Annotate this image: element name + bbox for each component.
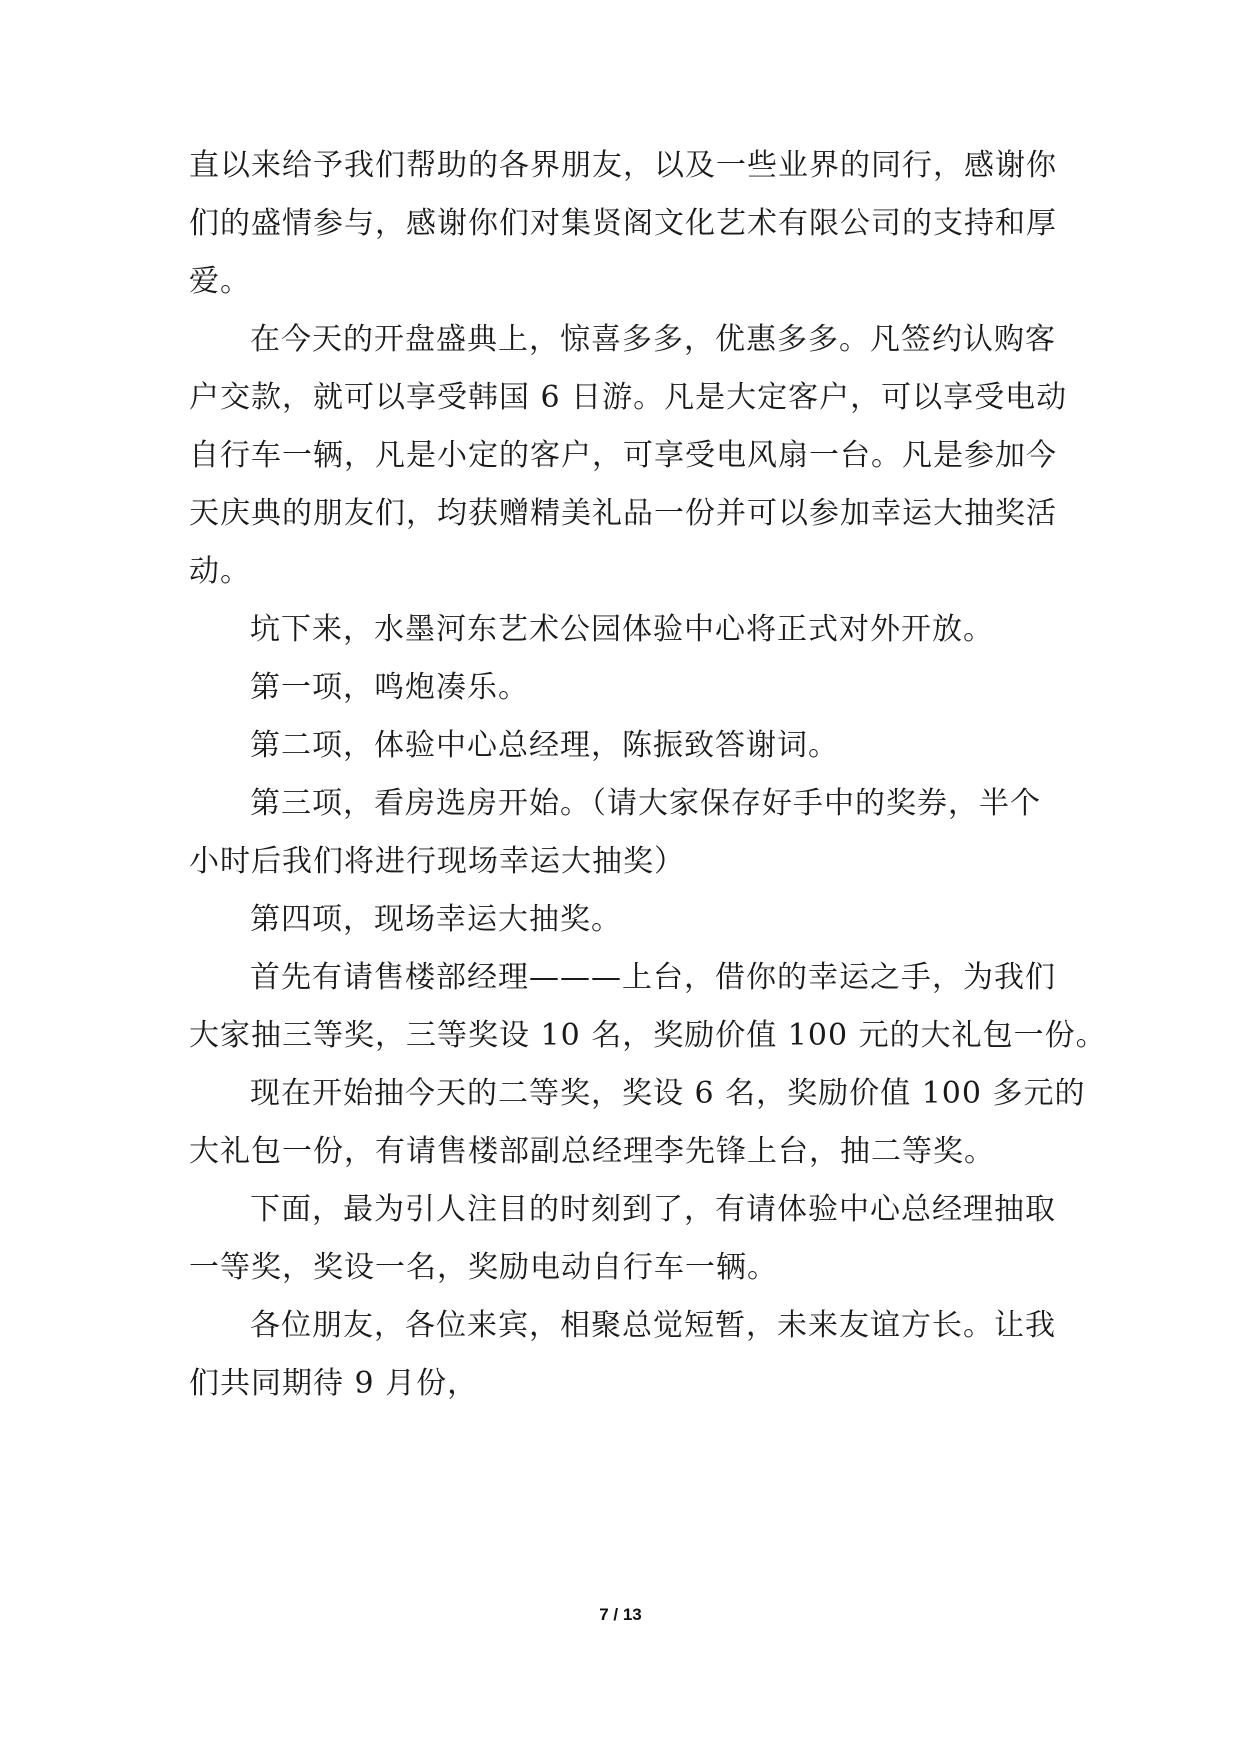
text-line: 大礼包一份，有请售楼部副总经理李先锋上台，抽二等奖。	[189, 1134, 995, 1169]
text-line: 一等奖，奖设一名，奖励电动自行车一辆。	[189, 1250, 778, 1285]
text-line: 自行车一辆，凡是小定的客户，可享受电风扇一台。凡是参加今	[189, 438, 1057, 473]
paragraph-start: 下面，最为引人注目的时刻到了，有请体验中心总经理抽取	[250, 1192, 1056, 1227]
paragraph-start: 在今天的开盘盛典上，惊喜多多，优惠多多。凡签约认购客	[250, 322, 1056, 357]
text-line: 大家抽三等奖，三等奖设 10 名，奖励价值 100 元的大礼包一份。	[189, 1018, 1107, 1053]
paragraph-start: 首先有请售楼部经理———上台，借你的幸运之手，为我们	[250, 960, 1056, 995]
text-line: 动。	[189, 554, 251, 589]
text-line: 天庆典的朋友们，均获赠精美礼品一份并可以参加幸运大抽奖活	[189, 496, 1057, 531]
paragraph-start: 第二项，体验中心总经理，陈振致答谢词。	[250, 728, 839, 763]
page-number: 7 / 13	[599, 1605, 642, 1624]
text-line: 们的盛情参与，感谢你们对集贤阁文化艺术有限公司的支持和厚	[189, 206, 1057, 241]
paragraph-start: 现在开始抽今天的二等奖，奖设 6 名，奖励价值 100 多元的	[250, 1076, 1086, 1111]
text-line: 爱。	[189, 264, 251, 299]
text-line: 们共同期待 9 月份，	[189, 1366, 479, 1401]
paragraph-start: 各位朋友，各位来宾，相聚总觉短暂，未来友谊方长。让我	[250, 1308, 1056, 1343]
paragraph-start: 第三项，看房选房开始。（请大家保存好手中的奖券，半个	[250, 786, 1041, 821]
text-line: 直以来给予我们帮助的各界朋友，以及一些业界的同行，感谢你	[189, 148, 1057, 183]
paragraph-start: 第四项，现场幸运大抽奖。	[250, 902, 622, 937]
text-line: 户交款，就可以享受韩国 6 日游。凡是大定客户，可以享受电动	[189, 380, 1068, 415]
paragraph-start: 坑下来，水墨河东艺术公园体验中心将正式对外开放。	[250, 612, 994, 647]
text-line: 小时后我们将进行现场幸运大抽奖）	[189, 844, 685, 879]
paragraph-start: 第一项，鸣炮凑乐。	[250, 670, 529, 705]
